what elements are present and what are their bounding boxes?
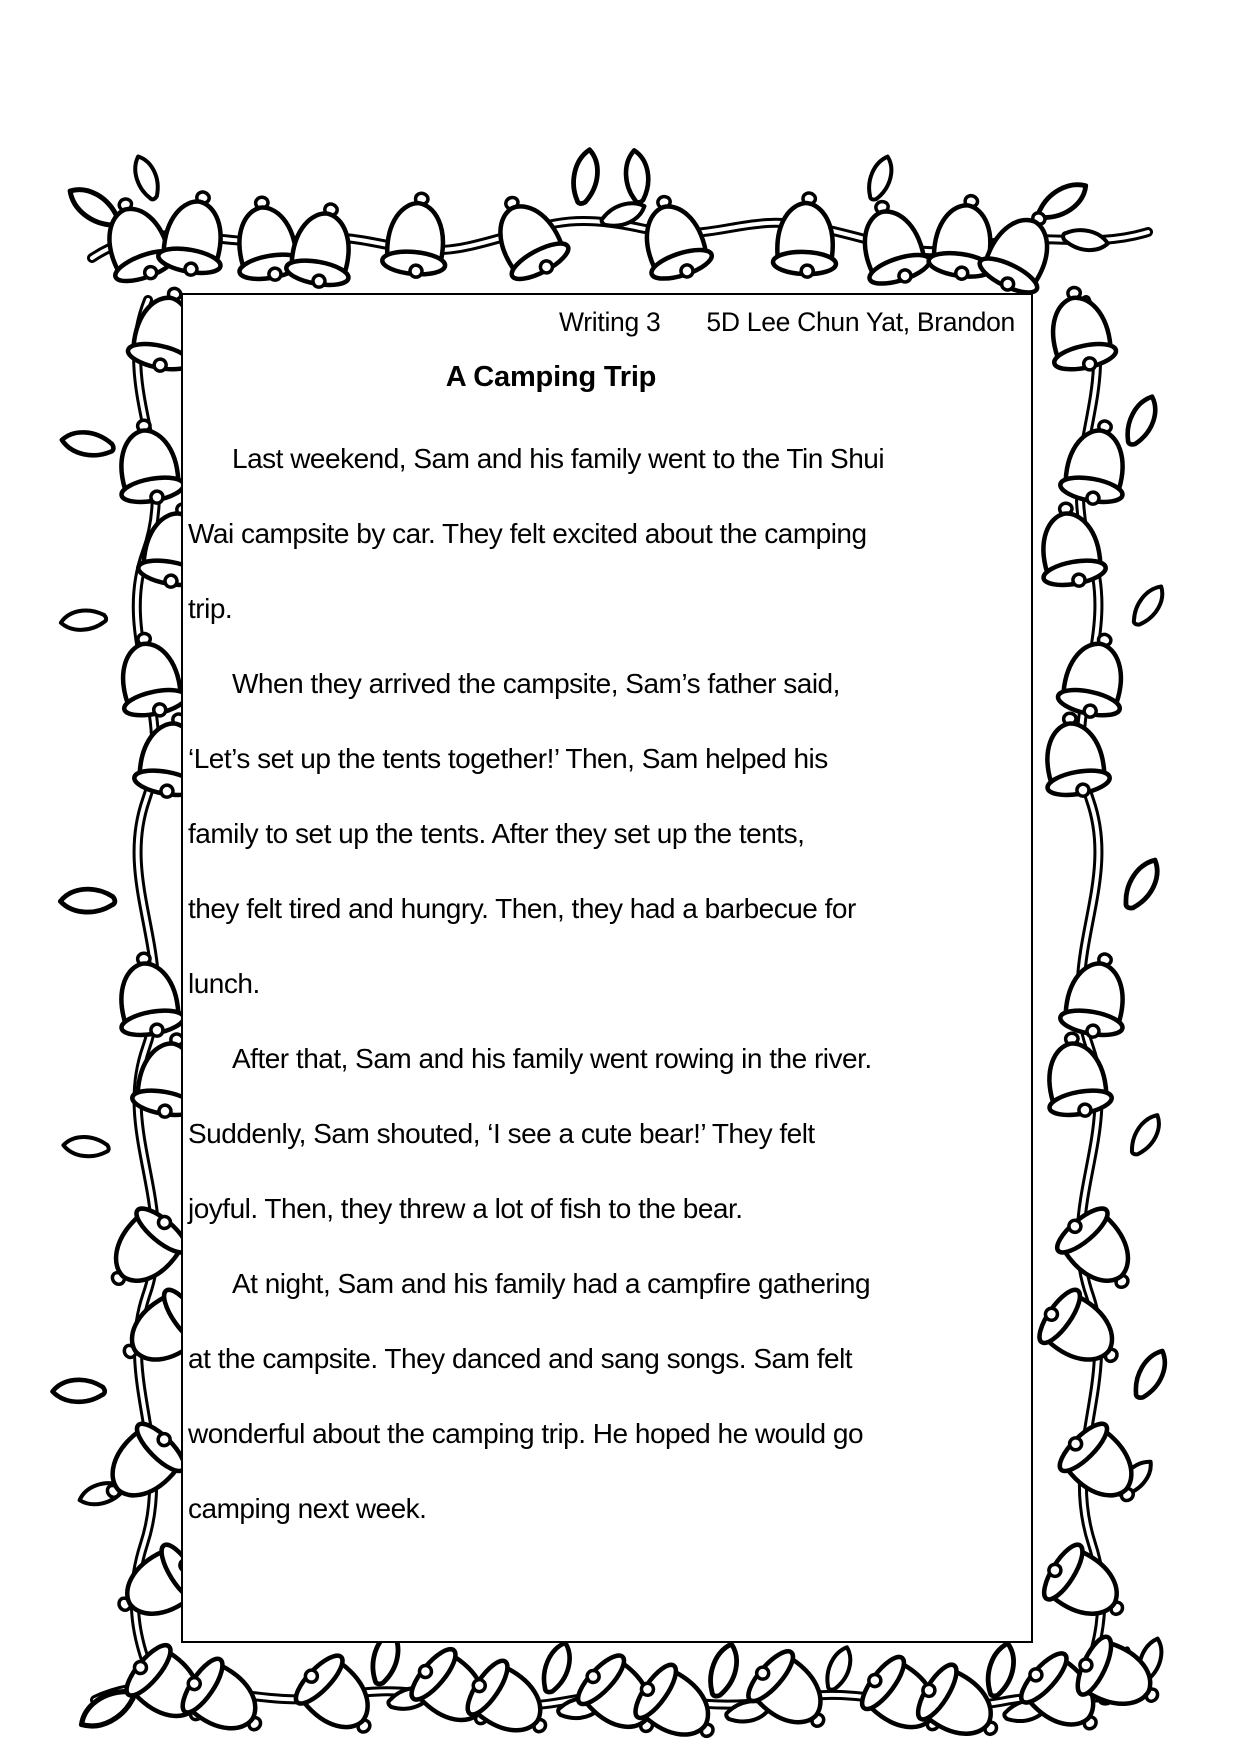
essay-body <box>188 443 1025 1568</box>
essay-line: Last weekend, Sam and his family went to the Tin Shui <box>232 443 885 474</box>
page-header <box>183 307 1015 338</box>
essay-line: camping next week. <box>188 1493 427 1524</box>
essay-line: family to set up the tents. After they set up the tents, <box>188 818 805 849</box>
page-title: A Camping Trip <box>445 361 657 393</box>
header-course-label: Writing 3 <box>559 307 661 337</box>
essay-line: wonderful about the camping trip. He hoped he would go <box>188 1418 864 1449</box>
essay-line: When they arrived the campsite, Sam’s father said, <box>232 668 840 699</box>
essay-line: ‘Let’s set up the tents together!’ Then, Sam helped his <box>188 743 828 774</box>
essay-line: lunch. <box>188 968 260 999</box>
essay-line: After that, Sam and his family went rowing in the river. <box>232 1043 872 1074</box>
essay-line: At night, Sam and his family had a campfire gathering <box>232 1268 871 1299</box>
essay-line: Wai campsite by car. They felt excited about the camping <box>188 518 867 549</box>
text-frame <box>181 293 1033 1643</box>
header-student-name: 5D Lee Chun Yat, Brandon <box>706 307 1015 337</box>
essay-line: at the campsite. They danced and sang songs. Sam felt <box>188 1343 853 1374</box>
essay-line: trip. <box>188 593 233 624</box>
essay-line: joyful. Then, they threw a lot of fish to the bear. <box>188 1193 743 1224</box>
essay-line: Suddenly, Sam shouted, ‘I see a cute bear!’ They felt <box>188 1118 815 1149</box>
essay-line: they felt tired and hungry. Then, they had a barbecue for <box>188 893 856 924</box>
